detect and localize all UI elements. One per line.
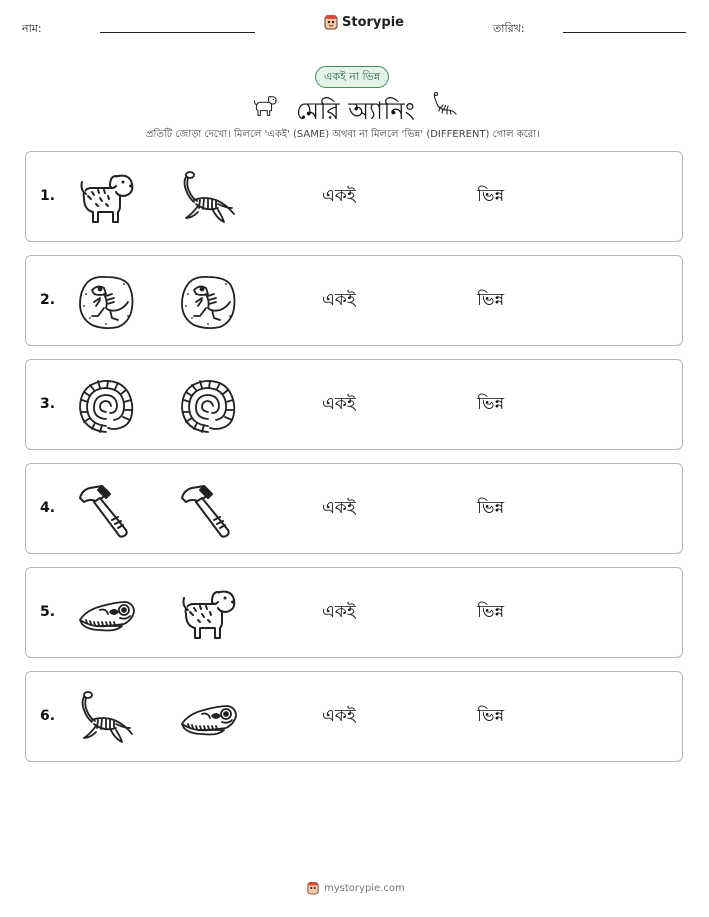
question-row-4 [25,463,683,554]
date-label: তারিখ: [493,22,525,35]
title-dog-icon [250,92,280,120]
dog-icon [178,584,238,644]
question-row-2 [25,255,683,346]
option-different[interactable]: ভিন্ন [477,186,505,206]
option-same[interactable]: একই [322,290,356,310]
activity-badge: একই না ভিন্ন [315,66,389,88]
plesiosaur-skeleton-icon [178,168,238,228]
option-same[interactable]: একই [322,186,356,206]
dinosaur-fossil-icon [178,272,238,332]
storypie-mascot-icon [307,881,319,895]
dinosaur-skull-icon [178,688,238,748]
hammer-icon [178,480,238,540]
question-row-5 [25,567,683,658]
option-different[interactable]: ভিন্ন [477,602,505,622]
hammer-icon [76,480,136,540]
question-number: 3. [40,396,56,412]
footer-url[interactable]: mystorypie.com [324,882,405,894]
option-different[interactable]: ভিন্ন [477,290,505,310]
question-number: 2. [40,292,56,308]
footer [307,881,405,895]
question-row-1 [25,151,683,242]
dog-icon [76,168,136,228]
question-number: 1. [40,188,56,204]
dinosaur-skull-icon [76,584,136,644]
option-different[interactable]: ভিন্ন [477,498,505,518]
question-row-3 [25,359,683,450]
name-line[interactable] [100,32,255,33]
option-same[interactable]: একই [322,706,356,726]
question-number: 6. [40,708,56,724]
brand-name: Storypie [342,14,404,30]
ammonite-icon [76,376,136,436]
option-same[interactable]: একই [322,498,356,518]
instructions-text: প্রতিটি জোড়া দেখো। মিললে 'একই' (SAME) অথবা না মিললে 'ভিন্ন' (DIFFERENT) গোল করো। [146,129,540,140]
question-row-6 [25,671,683,762]
question-number: 4. [40,500,56,516]
option-same[interactable]: একই [322,394,356,414]
storypie-mascot-icon [324,14,338,30]
dinosaur-fossil-icon [76,272,136,332]
option-same[interactable]: একই [322,602,356,622]
ammonite-icon [178,376,238,436]
plesiosaur-skeleton-icon [76,688,136,748]
question-number: 5. [40,604,56,620]
date-line[interactable] [563,32,686,33]
name-label: নাম: [22,22,42,35]
title-plesiosaur-icon [430,90,460,120]
option-different[interactable]: ভিন্ন [477,394,505,414]
brand-logo [324,14,404,30]
page-title: মেরি অ্যানিং [296,97,416,125]
option-different[interactable]: ভিন্ন [477,706,505,726]
